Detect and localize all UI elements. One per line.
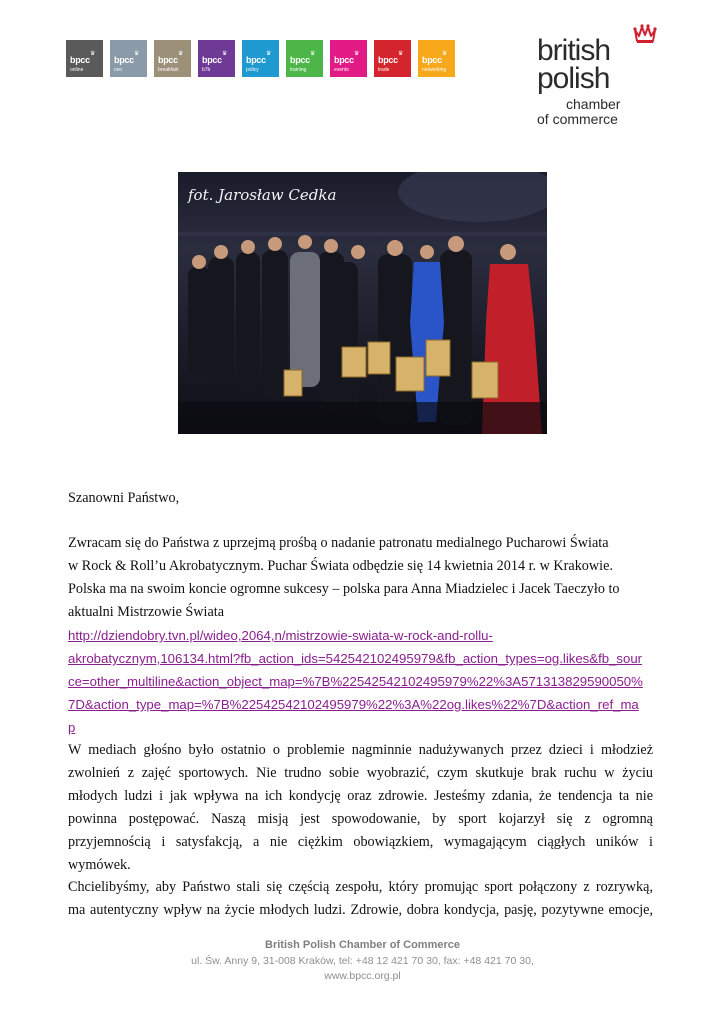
crown-icon: ♛ [398, 51, 404, 57]
intro-line: w Rock & Roll’u Akrobatycznym. Puchar Świata odbędzie się 14 kwietnia 2014 r. w Krakowie. [68, 558, 613, 574]
media-line: powinna postępować. Naszą misją jest spowodowanie, by sport kojarzył się z ogromną [68, 811, 653, 827]
paragraph-invitation [68, 876, 653, 922]
tile-label: networking [422, 67, 447, 73]
logo-line-of-commerce: of commerce [537, 111, 618, 127]
crown-icon: ♛ [134, 51, 140, 57]
tile-label: online [70, 67, 84, 73]
tile-bpcc-b7b[interactable] [198, 40, 235, 77]
event-photo [178, 172, 547, 434]
crown-icon: ♛ [222, 51, 228, 57]
tile-brand: bpcc [202, 55, 222, 65]
tile-label: training [290, 67, 307, 73]
tile-brand: bpcc [246, 55, 266, 65]
tile-brand: bpcc [334, 55, 354, 65]
tile-label: b7b [202, 67, 211, 73]
footer-website[interactable]: www.bpcc.org.pl [324, 970, 401, 982]
video-link-line[interactable]: akrobatycznym,106134.html?fb_action_ids=542542102495979&fb_action_types=og.likes&fb_sour [68, 651, 643, 666]
tile-brand: bpcc [158, 55, 178, 65]
tile-bpcc-breakfast[interactable] [154, 40, 191, 77]
logo-line-polish: polish [537, 62, 610, 95]
crown-icon: ♛ [90, 51, 96, 57]
tile-brand: bpcc [378, 55, 398, 65]
tile-bpcc-online[interactable] [66, 40, 103, 77]
tile-label: trade [378, 67, 390, 73]
media-line: zwolnień z zajęć sportowych. Nie trudno sobie wyobrazić, czym skutkuje brak ruchu w życiu [68, 765, 653, 781]
footer-org: British Polish Chamber of Commerce [265, 939, 460, 951]
media-line: W mediach głośno było ostatnio o problemie nagminnie nadużywanych przez dzieci i młodzież [68, 742, 653, 758]
video-link-line[interactable]: 7D&action_type_map=%7B%22542542102495979%22%3A%22og.likes%22%7D&action_ref_ma [68, 697, 639, 712]
tile-brand: bpcc [422, 55, 442, 65]
footer-address: ul. Św. Anny 9, 31-008 Kraków, tel: +48 12 421 70 30, fax: +48 421 70 30, [191, 955, 534, 967]
crown-icon [633, 22, 657, 44]
event-photo-illustration [178, 172, 547, 434]
bpcc-tiles-row [66, 40, 455, 77]
crown-icon: ♛ [354, 51, 360, 57]
tile-bpcc-trade[interactable] [374, 40, 411, 77]
invitation-line: Chcielibyśmy, aby Państwo stali się częścią zespołu, który promując sport połączony z rozrywką, [68, 879, 653, 895]
media-line: przyjemnością i satysfakcją, a nie ciężkim obowiązkiem, wymagającym ciągłych uników i [68, 834, 653, 850]
crown-icon: ♛ [310, 51, 316, 57]
media-line: młodych ludzi i jak wpływa na ich kondycję oraz zdrowie. Jesteśmy zdania, że tendencja ta nie [68, 788, 653, 804]
logo-line-british: british [537, 34, 611, 67]
video-link-line[interactable]: ce=other_multiline&action_object_map=%7B%22542542102495979%22%3A571313829590050% [68, 674, 643, 689]
intro-line: Polska ma na swoim koncie ogromne sukcesy – polska para Anna Miadzielec i Jacek Taeczyło to [68, 581, 620, 597]
video-link-line[interactable]: http://dziendobry.tvn.pl/wideo,2064,n/mistrzowie-swiata-w-rock-and-rollu- [68, 628, 493, 643]
tile-bpcc-policy[interactable] [242, 40, 279, 77]
photo-credit: fot. Jarosław Cedka [188, 186, 337, 204]
invitation-line: ma autentyczny wpływ na życie młodych ludzi. Zdrowie, dobra kondycja, pasję, pozytywne emocje, [68, 902, 653, 918]
media-line: wymówek. [68, 857, 131, 873]
logo-line-chamber: chamber [566, 96, 621, 112]
crown-icon: ♛ [442, 51, 448, 57]
paragraph-intro [68, 532, 653, 739]
tile-brand: bpcc [114, 55, 134, 65]
tile-brand: bpcc [290, 55, 310, 65]
tile-bpcc-training[interactable] [286, 40, 323, 77]
tile-brand: bpcc [70, 55, 90, 65]
tile-label: ceo [114, 67, 123, 73]
tile-bpcc-networking[interactable] [418, 40, 455, 77]
tile-label: events [334, 67, 349, 73]
intro-line: Zwracam się do Państwa z uprzejmą prośbą o nadanie patronatu medialnego Pucharowi Świata [68, 535, 609, 551]
video-link-line[interactable]: p [68, 720, 76, 735]
intro-line: aktualni Mistrzowie Świata [68, 604, 225, 620]
tile-label: policy [246, 67, 259, 73]
crown-icon: ♛ [266, 51, 272, 57]
crown-icon: ♛ [178, 51, 184, 57]
tile-bpcc-events[interactable] [330, 40, 367, 77]
tile-label: breakfast [158, 67, 179, 73]
paragraph-media [68, 739, 653, 877]
salutation: Szanowni Państwo, [68, 490, 180, 506]
tile-bpcc-ceo[interactable] [110, 40, 147, 77]
